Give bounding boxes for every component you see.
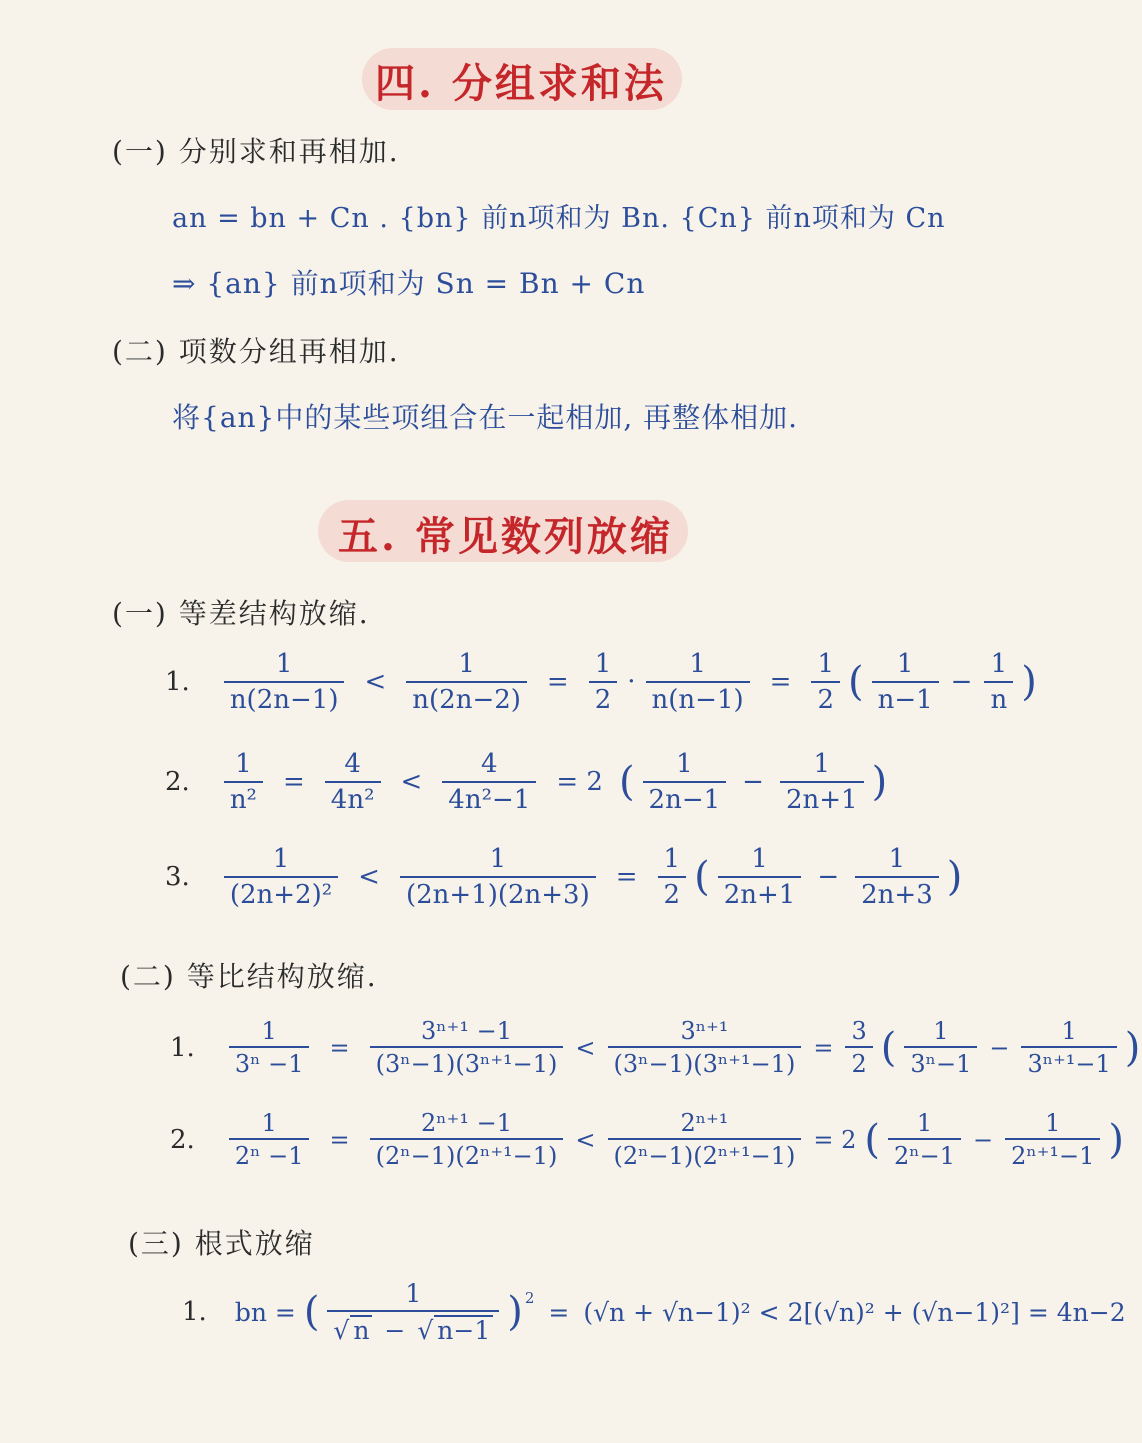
eq-index: 2.: [170, 1124, 195, 1155]
expression: 4n−2: [1056, 1297, 1126, 1327]
section4-part1-line1: an = bn + Cn . {bn} 前n项和为 Bn. {Cn} 前n项和为 Cn: [172, 203, 946, 234]
section5-title: 五. 常见数列放缩: [338, 513, 673, 560]
fraction: $\frac{1}{\text{2ⁿ−1}}$: [888, 1110, 961, 1170]
fraction: $\frac{1}{2n+1}$: [718, 845, 802, 909]
eq-index: 1.: [165, 667, 190, 698]
paren-open: (: [694, 854, 710, 901]
operator: =: [813, 1033, 834, 1062]
arith-eq-2: [165, 750, 889, 814]
operator: =: [329, 1033, 350, 1062]
eq-index: 3.: [165, 862, 190, 893]
fraction: $\frac{\text{2ⁿ⁺¹}}{\text{(2ⁿ−1)(2ⁿ⁺¹−1)}}$: [608, 1110, 802, 1170]
paren-open: (: [880, 1024, 897, 1071]
fraction: $\frac{\text{3ⁿ⁺¹ −1}}{\text{(3ⁿ−1)(3ⁿ⁺¹−1)}}$: [370, 1018, 564, 1078]
lhs: bn =: [234, 1297, 296, 1327]
eq-index: 1.: [170, 1032, 195, 1063]
fraction: $\frac{1}{2}$: [658, 845, 687, 909]
eq-index: 1.: [182, 1297, 207, 1327]
operator: =: [548, 1297, 570, 1327]
operator: −: [817, 862, 840, 893]
fraction: $\frac{4}{\text{4n²−1}}$: [442, 750, 536, 814]
expression: (√n + √n−1)²: [583, 1297, 751, 1327]
operator: −: [989, 1033, 1010, 1062]
operator: <: [758, 1297, 780, 1327]
fraction: $\frac{1}{\text{3ⁿ−1}}$: [904, 1018, 977, 1078]
fraction: $\frac{1}{\text{2ⁿ −1}}$: [229, 1110, 310, 1170]
fraction: $\frac{1}{n-1}$: [872, 650, 939, 714]
exponent: 2: [524, 1289, 535, 1307]
fraction: $\frac{1}{2n+1}$: [780, 750, 864, 814]
paren-close: ): [1108, 1116, 1125, 1163]
section4-part1-label: (一) 分别求和再相加.: [112, 135, 400, 168]
section4-part2-label: (二) 项数分组再相加.: [112, 335, 400, 368]
section5-part3-label: (三) 根式放缩: [128, 1227, 315, 1260]
fraction: $\frac{1}{\text{3ⁿ⁺¹−1}}$: [1021, 1018, 1116, 1078]
operator: =: [329, 1125, 350, 1154]
eq-index: 2.: [165, 767, 190, 798]
section5-part1-label: (一) 等差结构放缩.: [112, 597, 370, 630]
section4-part1-line2: ⇒ {an} 前n项和为 Sn = Bn + Cn: [172, 267, 646, 300]
fraction: $\frac{1}{2n-1}$: [643, 750, 727, 814]
operator: =: [769, 667, 792, 698]
fraction: $\frac{1}{(2n+1)(2n+3)}$: [400, 845, 596, 909]
fraction: $\frac{1}{n(2n-1)}$: [224, 650, 345, 714]
fraction: $\frac{1}{2n+3}$: [855, 845, 939, 909]
fraction: $\frac{1}{n(n-1)}$: [646, 650, 750, 714]
fraction: $\frac{1}{n(2n-2)}$: [406, 650, 527, 714]
fraction: $\frac{1}{\text{3ⁿ −1}}$: [229, 1018, 310, 1078]
section4-part2-line1: 将{an}中的某些项组合在一起相加, 再整体相加.: [172, 401, 799, 434]
operator: −: [972, 1125, 994, 1154]
paren-close: ): [946, 854, 963, 901]
operator: = 2: [813, 1125, 857, 1154]
paren-open: (: [864, 1116, 880, 1163]
operator: −: [742, 767, 764, 798]
operator: <: [400, 767, 423, 798]
operator: =: [546, 667, 569, 698]
paren-close: ): [871, 759, 888, 806]
fraction: $\frac{1}{√ n - √ n-1}$: [327, 1280, 499, 1344]
operator: =: [1027, 1297, 1049, 1327]
operator: −: [950, 667, 973, 698]
operator: =: [615, 862, 638, 893]
fraction: $\frac{\text{2ⁿ⁺¹ −1}}{\text{(2ⁿ−1)(2ⁿ⁺¹−1)}}$: [370, 1110, 564, 1170]
operator: = 2: [556, 767, 603, 798]
fraction: $\frac{1}{\text{2ⁿ⁺¹−1}}$: [1005, 1110, 1100, 1170]
expression: 2[(√n)² + (√n−1)²]: [787, 1297, 1020, 1327]
operator: ·: [627, 667, 636, 698]
radical-eq-1: [182, 1280, 1126, 1344]
fraction: $\frac{1}{\text{(2n+2)²}}$: [224, 845, 338, 909]
paren-open: (: [303, 1289, 320, 1335]
section5-part2-label: (二) 等比结构放缩.: [120, 960, 378, 993]
paren-close: ): [1021, 659, 1037, 706]
fraction: $\frac{1}{n}$: [984, 650, 1013, 714]
operator: <: [575, 1125, 596, 1154]
operator: <: [364, 667, 387, 698]
paren-open: (: [618, 759, 635, 806]
geo-eq-1: [170, 1018, 1142, 1078]
operator: <: [575, 1033, 596, 1062]
paren-close: ): [507, 1289, 523, 1335]
paren-open: (: [847, 659, 864, 706]
fraction: $\frac{\text{3ⁿ⁺¹}}{\text{(3ⁿ−1)(3ⁿ⁺¹−1)}}$: [608, 1018, 802, 1078]
section4-title: 四. 分组求和法: [375, 60, 667, 107]
fraction: $\frac{1}{2}$: [589, 650, 618, 714]
geo-eq-2: [170, 1110, 1126, 1170]
fraction: $\frac{3}{2}$: [845, 1018, 872, 1078]
fraction: $\frac{1}{2}$: [811, 650, 840, 714]
arith-eq-3: [165, 845, 964, 909]
fraction: $\frac{1}{\text{n²}}$: [224, 750, 263, 814]
operator: =: [282, 767, 305, 798]
arith-eq-1: [165, 650, 1039, 714]
fraction: $\frac{4}{\text{4n²}}$: [325, 750, 381, 814]
paren-close: ): [1124, 1024, 1141, 1071]
operator: <: [358, 862, 380, 893]
